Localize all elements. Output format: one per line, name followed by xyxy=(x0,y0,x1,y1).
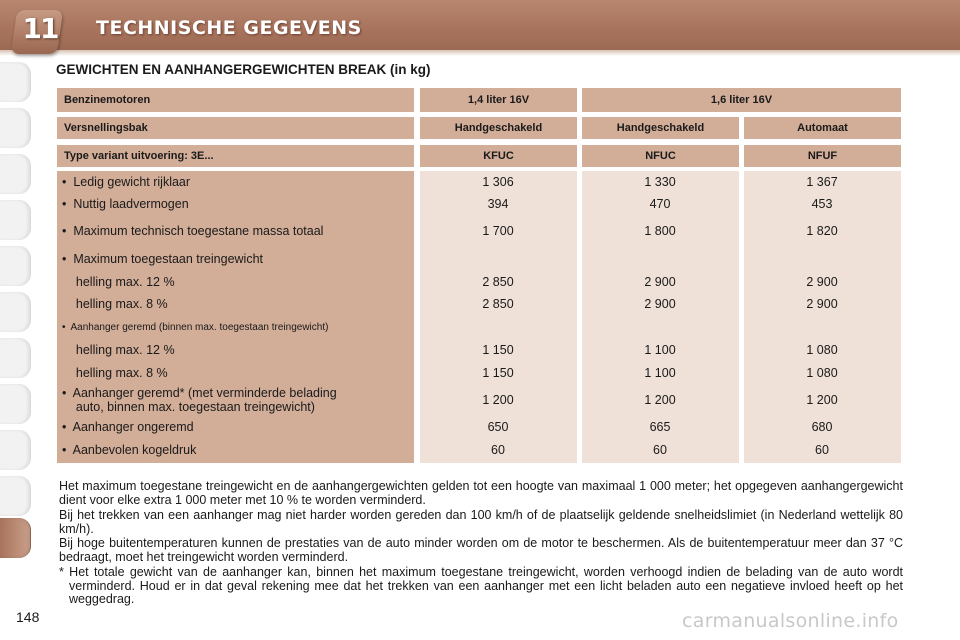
row-label: • Aanhanger ongeremd xyxy=(62,420,194,434)
row-label: • Nuttig laadvermogen xyxy=(62,197,189,211)
cell-value: 680 xyxy=(811,420,833,434)
row-label: helling max. 12 % xyxy=(62,343,175,357)
cell-value: 2 850 xyxy=(482,275,514,289)
cell-value: 60 xyxy=(653,443,667,457)
cell-value: 1 330 xyxy=(644,175,676,189)
chapter-tab[interactable] xyxy=(0,292,31,332)
cell-value: 60 xyxy=(815,443,829,457)
type-2: NFUC xyxy=(582,145,739,167)
cell-value: 2 850 xyxy=(482,297,514,311)
paragraph: Het maximum toegestane treingewicht en de aanhangergewichten gelden tot een hoogte van maximaal 1 000 meter; het opgegeven aanhangergewicht dient voor elke extra 1 000 meter met 10 % te worden verminderd. xyxy=(59,479,903,507)
engine-1: 1,4 liter 16V xyxy=(420,88,577,112)
paragraph: Bij hoge buitentemperaturen kunnen de prestaties van de auto minder worden om de motor te beschermen. Als de buitentemperatuur meer dan 37 °C bedraagt, moet het treingewicht worden verminderd. xyxy=(59,536,903,564)
gearbox-2: Handgeschakeld xyxy=(582,117,739,139)
chapter-tab[interactable] xyxy=(0,476,31,516)
cell-value: 453 xyxy=(811,197,833,211)
row-label: helling max. 8 % xyxy=(62,297,168,311)
cell-value: 1 150 xyxy=(482,343,514,357)
row-label: • Maximum toegestaan treingewicht xyxy=(62,252,263,266)
chapter-tab[interactable] xyxy=(0,154,31,194)
type-label: Type variant uitvoering: 3E... xyxy=(57,145,414,167)
row-label: helling max. 8 % xyxy=(62,366,168,380)
cell-value: 1 367 xyxy=(806,175,838,189)
cell-value: 2 900 xyxy=(806,275,838,289)
engine-label: Benzinemotoren xyxy=(57,88,414,112)
gearbox-label: Versnellingsbak xyxy=(57,117,414,139)
row-label: • Aanbevolen kogeldruk xyxy=(62,443,197,457)
cell-value: 1 306 xyxy=(482,175,514,189)
cell-value: 2 900 xyxy=(644,297,676,311)
type-3: NFUF xyxy=(744,145,901,167)
cell-value: 1 700 xyxy=(482,224,514,238)
cell-value: 1 200 xyxy=(806,393,838,407)
chapter-number: 11 xyxy=(22,12,58,45)
cell-value: 665 xyxy=(649,420,671,434)
cell-value: 1 080 xyxy=(806,343,838,357)
cell-value: 394 xyxy=(487,197,509,211)
page-number: 148 xyxy=(16,609,40,625)
header-shadow xyxy=(0,50,960,56)
cell-value: 2 900 xyxy=(806,297,838,311)
row-label: • Aanhanger geremd (binnen max. toegestaan treingewicht) xyxy=(62,322,329,333)
chapter-tab[interactable] xyxy=(0,338,31,378)
section-title: GEWICHTEN EN AANHANGERGEWICHTEN BREAK (in kg) xyxy=(56,62,431,77)
row-label: • Ledig gewicht rijklaar xyxy=(62,175,191,189)
chapter-tab[interactable] xyxy=(0,384,31,424)
page-title: TECHNISCHE GEGEVENS xyxy=(96,17,362,39)
cell-value: 1 200 xyxy=(482,393,514,407)
cell-value: 1 150 xyxy=(482,366,514,380)
paragraph: Bij het trekken van een aanhanger mag niet harder worden gereden dan 100 km/h of de plaatselijk geldende snelheidslimiet (in Nederland wettelijk 80 km/h). xyxy=(59,508,903,536)
cell-value: 60 xyxy=(491,443,505,457)
chapter-tab-active[interactable] xyxy=(0,518,31,558)
chapter-tab[interactable] xyxy=(0,62,31,102)
cell-value: 2 900 xyxy=(644,275,676,289)
cell-value: 470 xyxy=(649,197,671,211)
cell-value: 1 200 xyxy=(644,393,676,407)
row-label: • Maximum technisch toegestane massa totaal xyxy=(62,224,324,238)
cell-value: 1 820 xyxy=(806,224,838,238)
chapter-tab[interactable] xyxy=(0,246,31,286)
cell-value: 1 800 xyxy=(644,224,676,238)
watermark: carmanualsonline.info xyxy=(682,610,899,632)
chapter-tab[interactable] xyxy=(0,108,31,148)
chapter-tab[interactable] xyxy=(0,430,31,470)
row-label: • Aanhanger geremd* (met verminderde belading xyxy=(62,386,337,400)
cell-value: 1 100 xyxy=(644,366,676,380)
row-label: helling max. 12 % xyxy=(62,275,175,289)
cell-value: 1 100 xyxy=(644,343,676,357)
gearbox-3: Automaat xyxy=(744,117,901,139)
type-1: KFUC xyxy=(420,145,577,167)
cell-value: 650 xyxy=(487,420,509,434)
chapter-tab[interactable] xyxy=(0,200,31,240)
cell-value: 1 080 xyxy=(806,366,838,380)
footnote: * Het totale gewicht van de aanhanger kan, binnen het maximum toegestane treingewicht, worden verhoogd indien de belading van de auto wordt verminderd. Houd er in dat geval rekening mee dat het trekken van een aanhanger met een licht beladen auto een negatieve invloed heeft op het weggedrag. xyxy=(59,565,903,606)
gearbox-1: Handgeschakeld xyxy=(420,117,577,139)
row-label-continued: auto, binnen max. toegestaan treingewicht) xyxy=(62,400,315,414)
engine-2: 1,6 liter 16V xyxy=(582,88,901,112)
